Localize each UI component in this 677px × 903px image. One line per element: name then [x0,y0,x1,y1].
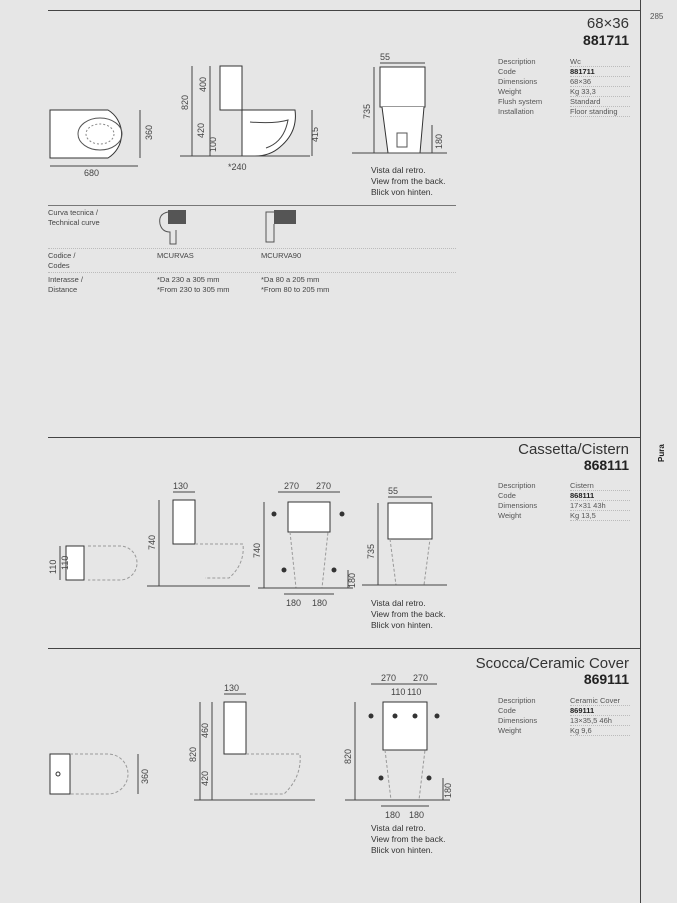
spec-row [498,716,630,726]
dim-back-outlet: 180 [434,133,444,149]
spec-key: Weight [498,726,522,735]
dim-top-h: 360 [144,124,154,140]
right-rule [640,0,641,903]
dim3-side-bowl: 420 [200,770,210,786]
spec-value: Ceramic Cover [570,696,630,706]
spec-value: Kg 9,6 [570,726,630,736]
section2-code: 868111 [583,457,629,473]
section3-title: Scocca/Ceramic Cover [475,655,629,672]
dim-side-base: 100 [208,136,218,152]
dim2-back-h: 735 [366,543,376,559]
dim-side-outlet: 415 [310,126,320,142]
spec-key: Description [498,481,536,490]
wc-side-view [180,62,330,177]
spec-row [498,77,630,87]
dim3-front-b2: 180 [409,810,425,820]
spec-key: Dimensions [498,501,538,510]
section2-caption: Vista dal retro. View from the back. Blick von hinten. [371,598,446,630]
cistern-back-view [362,485,452,595]
spec-value: 68×36 [570,77,630,87]
spec-value: 881711 [570,67,630,77]
section3-code: 869111 [583,671,629,687]
section1-divider [48,205,456,206]
spec-row [498,706,630,716]
side-tab: Pura [657,444,666,462]
spec-value: Kg 33,3 [570,87,630,97]
section1-caption: Vista dal retro. View from the back. Blick von hinten. [371,165,446,197]
dim2-side-w: 130 [173,481,189,491]
spec-row [498,501,630,511]
section2-specs [498,481,630,521]
dim2-top-b: 110 [60,555,70,570]
spec-row [498,726,630,736]
spec-key: Code [498,491,516,500]
dim3-front-w1: 270 [381,673,397,683]
distance-label: Interasse / Distance [48,275,84,294]
spec-value: Kg 13,5 [570,511,630,521]
spec-value: 13×35,5 46h [570,716,630,726]
dim2-front-outlet: 180 [347,572,357,588]
dim2-front-h: 740 [252,542,262,558]
spec-key: Description [498,696,536,705]
spec-row [498,696,630,706]
spec-key: Code [498,67,516,76]
cistern-top-view [48,540,148,585]
spec-key: Weight [498,87,522,96]
cistern-front-view [252,480,358,610]
spec-row [498,107,630,117]
page-number: 285 [650,12,664,21]
spec-value: Standard [570,97,630,107]
dim3-front-h: 820 [343,748,353,764]
spec-value: Cistern [570,481,630,491]
spec-value: 869111 [570,706,630,716]
dim-back-h: 735 [362,103,372,119]
dim-back-w: 55 [380,52,391,62]
dim-top-w: 680 [84,168,100,178]
dim3-front-i2: 110 [407,687,422,697]
dim3-front-b1: 180 [385,810,401,820]
dim2-front-w2: 270 [316,481,332,491]
dim3-top-h: 360 [140,768,150,784]
dim2-front-b1: 180 [286,598,302,608]
top-rule [48,10,640,11]
cover-side-view [190,682,320,802]
spec-row [498,491,630,501]
curve-s-icon [156,208,190,246]
dim-side-bowl: 420 [196,122,206,138]
dim3-front-w2: 270 [413,673,429,683]
section3-rule [48,648,640,649]
spec-row [498,481,630,491]
section3-caption: Vista dal retro. View from the back. Blick von hinten. [371,823,446,855]
section1-specs [498,57,630,117]
dim3-side-total: 820 [188,746,198,762]
dim2-back-w: 55 [388,486,399,496]
spec-row [498,511,630,521]
section1-code: 881711 [583,32,629,48]
spec-row [498,87,630,97]
spec-key: Flush system [498,97,543,106]
spec-key: Installation [498,107,534,116]
dim2-front-w1: 270 [284,481,300,491]
dim-side-offset: *240 [228,162,247,172]
dim2-top-a: 110 [48,559,58,574]
dim3-side-cistern: 460 [200,722,210,738]
spec-key: Code [498,706,516,715]
wc-back-view [352,52,452,160]
curve1-code: MCURVAS [157,251,194,260]
section2-rule [48,437,640,438]
dim2-front-b2: 180 [312,598,328,608]
dim3-front-outlet: 180 [443,782,453,798]
section3-specs [498,696,630,736]
spec-value: Wc [570,57,630,67]
curve-row-sep2 [48,272,456,273]
spec-row [498,97,630,107]
spec-key: Dimensions [498,77,538,86]
curve2-distance: *Da 80 a 205 mm *From 80 to 205 mm [261,275,330,294]
curve-row-sep1 [48,248,456,249]
dim2-side-h: 740 [147,534,157,550]
spec-value: 868111 [570,491,630,501]
spec-row [498,67,630,77]
curve-label: Curva tecnica / Technical curve [48,208,100,227]
dim-side-total: 820 [180,94,190,110]
cover-top-view [48,750,158,800]
spec-row [498,57,630,67]
dim3-side-w: 130 [224,683,240,693]
cistern-side-view [145,480,255,590]
dim3-front-i1: 110 [391,687,406,697]
curve2-code: MCURVA90 [261,251,302,260]
section1-title: 68×36 [586,15,629,32]
spec-value: 17×31 43h [570,501,630,511]
spec-key: Description [498,57,536,66]
wc-top-view [48,100,158,178]
curve-90-icon [260,208,300,246]
section2-title: Cassetta/Cistern [518,441,629,458]
curve1-distance: *Da 230 a 305 mm *From 230 to 305 mm [157,275,230,294]
spec-key: Dimensions [498,716,538,725]
codes-label: Codice / Codes [48,251,76,270]
spec-value: Floor standing [570,107,630,117]
cover-front-view [345,672,455,822]
spec-key: Weight [498,511,522,520]
dim-side-cistern: 400 [198,76,208,92]
